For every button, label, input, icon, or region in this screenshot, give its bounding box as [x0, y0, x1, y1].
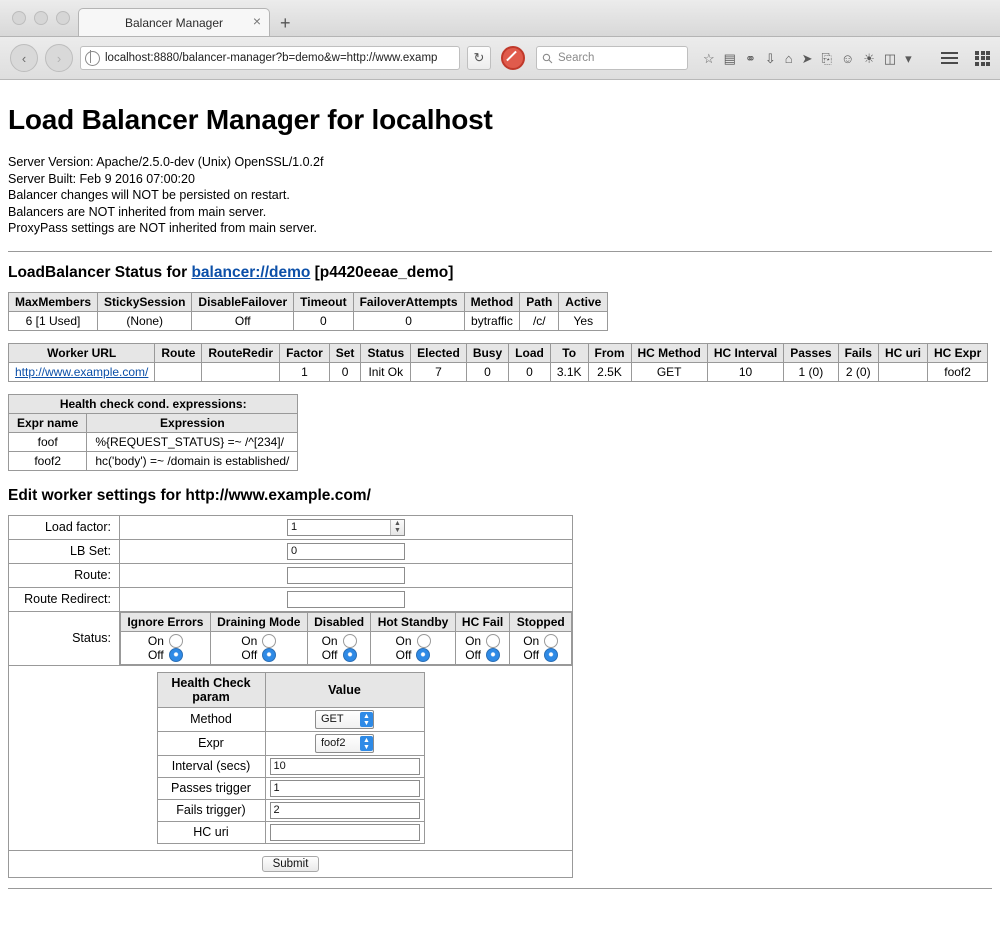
- search-placeholder: Search: [558, 52, 595, 64]
- healthcheck-param-table: [157, 672, 425, 844]
- draining-mode-off-radio[interactable]: [262, 648, 276, 662]
- th-hc-value: Value: [265, 672, 424, 707]
- td-busy: 0: [466, 362, 508, 381]
- radio-row-on: [377, 634, 448, 648]
- label-load-factor: Load factor:: [9, 515, 120, 539]
- hot-standby-off-radio[interactable]: [416, 648, 430, 662]
- hc-interval-input[interactable]: [270, 758, 420, 775]
- send-icon[interactable]: ➤: [801, 50, 813, 66]
- balancer-heading-prefix: LoadBalancer Status for: [8, 263, 192, 281]
- stopped-off-radio[interactable]: [544, 648, 558, 662]
- form-row-lb-set: [9, 539, 573, 563]
- th-routeredir: RouteRedir: [202, 343, 280, 362]
- hc-fail-off-label: Off: [465, 647, 481, 662]
- th-active: Active: [559, 292, 608, 311]
- th-elected: Elected: [411, 343, 467, 362]
- cell-status-table: [120, 611, 573, 665]
- hc-expr-select[interactable]: [315, 734, 374, 753]
- maximize-window-button[interactable]: [56, 11, 70, 25]
- hc-param-expr-cell: [265, 731, 424, 755]
- balancer-heading-suffix: [p4420eeae_demo]: [310, 263, 454, 281]
- th-factor: Factor: [280, 343, 330, 362]
- cell-hot-standby-radios: [371, 631, 455, 664]
- hc-param-method-label: Method: [157, 707, 265, 731]
- hc-param-passes-label: Passes trigger: [157, 777, 265, 799]
- form-row-load-factor: [9, 515, 573, 539]
- hc-uri-input[interactable]: [270, 824, 420, 841]
- cell-disabled-radios: [307, 631, 371, 664]
- table-row: [157, 731, 424, 755]
- hc-fail-off-radio[interactable]: [486, 648, 500, 662]
- cell-route-input: [120, 563, 573, 587]
- radio-row-off: [377, 648, 448, 662]
- new-tab-button[interactable]: +: [280, 13, 291, 33]
- table-row: [157, 821, 424, 843]
- th-hc-fail: HC Fail: [455, 612, 510, 631]
- form-row-healthcheck-params: [9, 665, 573, 850]
- th-stickysession: StickySession: [98, 292, 192, 311]
- td-expr-name-foof2: foof2: [9, 451, 87, 470]
- balancer-link[interactable]: balancer://demo: [191, 263, 311, 281]
- ignore-errors-off-label: Off: [147, 647, 164, 662]
- draining-mode-on-label: On: [241, 633, 258, 648]
- hot-standby-on-radio[interactable]: [417, 634, 431, 648]
- search-bar[interactable]: [536, 46, 688, 70]
- form-row-submit: [9, 850, 573, 877]
- tab-strip: [78, 0, 291, 36]
- tab-balancer-manager[interactable]: [78, 8, 270, 36]
- reload-button[interactable]: ↻: [467, 46, 491, 70]
- td-failoverattempts: 0: [353, 311, 464, 330]
- server-version: Server Version: Apache/2.5.0-dev (Unix) OpenSSL/1.0.2f: [8, 155, 324, 169]
- td-hc-method: GET: [631, 362, 707, 381]
- td-to: 3.1K: [550, 362, 588, 381]
- hc-expr-value: foof2: [321, 737, 346, 749]
- browser-chrome: [0, 0, 1000, 80]
- td-hc-interval: 10: [707, 362, 783, 381]
- label-route-redirect: Route Redirect:: [9, 587, 120, 611]
- radio-row-on: [314, 634, 365, 648]
- draining-mode-off-label: Off: [241, 647, 258, 662]
- th-set: Set: [329, 343, 361, 362]
- cell-lb-set-input: [120, 539, 573, 563]
- divider-bottom: [8, 888, 992, 889]
- minimize-window-button[interactable]: [34, 11, 48, 25]
- table-row: [157, 707, 424, 731]
- chevron-down-icon[interactable]: ▾: [905, 50, 912, 66]
- td-timeout: 0: [294, 311, 353, 330]
- browser-titlebar: [0, 0, 1000, 37]
- table-row: [121, 631, 572, 664]
- td-status: Init Ok: [361, 362, 411, 381]
- th-disabled: Disabled: [307, 612, 371, 631]
- cell-submit: [9, 850, 573, 877]
- server-info: [8, 154, 992, 237]
- route-redirect-input[interactable]: [287, 591, 405, 608]
- tab-title: Balancer Manager: [124, 15, 224, 30]
- th-busy: Busy: [466, 343, 508, 362]
- td-stickysession: (None): [98, 311, 192, 330]
- hc-method-select[interactable]: [315, 710, 374, 729]
- th-draining-mode: Draining Mode: [210, 612, 307, 631]
- th-fails: Fails: [838, 343, 878, 362]
- hc-passes-input[interactable]: [270, 780, 420, 797]
- hot-standby-off-label: Off: [395, 647, 412, 662]
- close-tab-icon[interactable]: ×: [252, 13, 261, 29]
- table-row: [157, 799, 424, 821]
- ignore-errors-off-radio[interactable]: [169, 648, 183, 662]
- hc-param-method-cell: [265, 707, 424, 731]
- disabled-off-radio[interactable]: [343, 648, 357, 662]
- server-built: Server Built: Feb 9 2016 07:00:20: [8, 171, 195, 186]
- radio-row-off: [127, 648, 204, 662]
- page-content: [0, 80, 1000, 889]
- back-button[interactable]: ‹: [10, 44, 38, 72]
- hc-param-uri-cell: [265, 821, 424, 843]
- table-caption-row: [9, 394, 298, 413]
- balancer-status-heading: [8, 264, 992, 282]
- td-expr-name-foof: foof: [9, 432, 87, 451]
- hc-fail-on-radio[interactable]: [486, 634, 500, 648]
- radio-row-off: [462, 648, 504, 662]
- hc-fail-on-label: On: [465, 633, 482, 648]
- td-passes: 1 (0): [784, 362, 838, 381]
- table-header-row: [9, 292, 608, 311]
- th-route: Route: [155, 343, 202, 362]
- label-status: Status:: [9, 611, 120, 665]
- worker-url-link[interactable]: http://www.example.com/: [15, 364, 149, 379]
- th-passes: Passes: [784, 343, 838, 362]
- form-row-status: [9, 611, 573, 665]
- td-path: /c/: [520, 311, 559, 330]
- table-header-row: [9, 413, 298, 432]
- radio-row-off: [217, 648, 301, 662]
- hc-method-value: GET: [321, 713, 344, 725]
- browser-navbar: [0, 37, 1000, 79]
- th-hc-method: HC Method: [631, 343, 707, 362]
- chevron-updown-icon: ▲ ▼: [360, 736, 373, 751]
- home-icon[interactable]: ⌂: [784, 50, 793, 66]
- spinner-arrows-icon[interactable]: ▲ ▼: [390, 520, 404, 535]
- ignore-errors-on-label: On: [147, 633, 164, 648]
- palette-icon[interactable]: ☀: [863, 50, 875, 66]
- hc-param-interval-label: Interval (secs): [157, 755, 265, 777]
- th-status: Status: [361, 343, 411, 362]
- cell-load-factor-input: [120, 515, 573, 539]
- disabled-on-label: On: [321, 633, 338, 648]
- th-disablefailover: DisableFailover: [192, 292, 294, 311]
- th-hot-standby: Hot Standby: [371, 612, 455, 631]
- td-active: Yes: [559, 311, 608, 330]
- stopped-on-label: On: [523, 633, 540, 648]
- load-factor-input[interactable]: [287, 519, 405, 536]
- radio-row-off: [516, 648, 565, 662]
- url-text: localhost:8880/balancer-manager?b=demo&w=http://www.examp: [105, 52, 438, 64]
- window-controls[interactable]: [12, 11, 70, 25]
- th-timeout: Timeout: [294, 292, 353, 311]
- form-row-route-redirect: [9, 587, 573, 611]
- hc-param-passes-cell: [265, 777, 424, 799]
- cell-hc-fail-radios: [455, 631, 510, 664]
- cell-stopped-radios: [510, 631, 572, 664]
- worker-settings-form: [8, 515, 573, 878]
- hc-param-fails-label: Fails trigger): [157, 799, 265, 821]
- form-row-route: [9, 563, 573, 587]
- download-icon[interactable]: ⇩: [764, 50, 776, 66]
- block-icon[interactable]: [501, 46, 525, 70]
- th-worker-url: Worker URL: [9, 343, 155, 362]
- healthcheck-expression-table: [8, 394, 298, 471]
- label-lb-set: LB Set:: [9, 539, 120, 563]
- th-maxmembers: MaxMembers: [9, 292, 98, 311]
- td-load: 0: [509, 362, 551, 381]
- submit-button[interactable]: Submit: [262, 856, 320, 872]
- table-header-row: [9, 343, 988, 362]
- td-hc-uri: [878, 362, 927, 381]
- table-row: [9, 451, 298, 470]
- cell-draining-mode-radios: [210, 631, 307, 664]
- td-expression-foof: %{REQUEST_STATUS} =~ /^[234]/: [87, 432, 298, 451]
- table-header-row: [121, 612, 572, 631]
- draining-mode-on-radio[interactable]: [262, 634, 276, 648]
- cell-route-redirect-input: [120, 587, 573, 611]
- lb-set-input[interactable]: [287, 543, 405, 560]
- status-toggle-table: [120, 612, 572, 665]
- td-expression-foof2: hc('body') =~ /domain is established/: [87, 451, 298, 470]
- disabled-on-radio[interactable]: [343, 634, 357, 648]
- forward-button[interactable]: ›: [45, 44, 73, 72]
- radio-row-on: [217, 634, 301, 648]
- hc-param-uri-label: HC uri: [157, 821, 265, 843]
- table-row: [157, 755, 424, 777]
- th-expr-name: Expr name: [9, 413, 87, 432]
- disabled-off-label: Off: [321, 647, 338, 662]
- th-to: To: [550, 343, 588, 362]
- th-failoverattempts: FailoverAttempts: [353, 292, 464, 311]
- toolbar-icons: [703, 52, 912, 65]
- pocket-icon[interactable]: ⎘: [821, 50, 832, 66]
- persist-note: Balancer changes will NOT be persisted on restart.: [8, 188, 290, 202]
- radio-row-on: [127, 634, 204, 648]
- th-load: Load: [509, 343, 551, 362]
- reader-icon[interactable]: ◫: [883, 50, 897, 66]
- th-hc-interval: HC Interval: [707, 343, 783, 362]
- page-title: Load Balancer Manager for localhost: [8, 104, 493, 135]
- th-path: Path: [520, 292, 559, 311]
- td-set: 0: [329, 362, 361, 381]
- stopped-on-radio[interactable]: [544, 634, 558, 648]
- search-icon: [542, 53, 553, 64]
- hc-param-interval-cell: [265, 755, 424, 777]
- menu-icon[interactable]: [941, 52, 958, 64]
- radio-row-on: [462, 634, 504, 648]
- td-worker-url[interactable]: [9, 362, 155, 381]
- th-stopped: Stopped: [510, 612, 572, 631]
- label-route: Route:: [9, 563, 120, 587]
- proxypass-note: ProxyPass settings are NOT inherited from main server.: [8, 221, 317, 235]
- cell-healthcheck-params: [9, 665, 573, 850]
- chevron-updown-icon: ▲ ▼: [360, 712, 373, 727]
- th-expression: Expression: [87, 413, 298, 432]
- balancer-table: [8, 292, 608, 331]
- worker-table: [8, 343, 988, 382]
- th-hc-param: Health Check param: [157, 672, 265, 707]
- td-factor: 1: [280, 362, 330, 381]
- table-row: [157, 777, 424, 799]
- th-ignore-errors: Ignore Errors: [121, 612, 211, 631]
- td-from: 2.5K: [588, 362, 631, 381]
- star-icon[interactable]: ☆: [703, 50, 715, 66]
- shield-icon[interactable]: ⚭: [744, 50, 756, 66]
- td-routeredir: [202, 362, 280, 381]
- td-elected: 7: [411, 362, 467, 381]
- stopped-off-label: Off: [523, 647, 540, 662]
- hc-param-fails-cell: [265, 799, 424, 821]
- hc-param-expr-label: Expr: [157, 731, 265, 755]
- th-from: From: [588, 343, 631, 362]
- edit-worker-heading: Edit worker settings for http://www.example.com/: [8, 486, 371, 504]
- td-maxmembers: 6 [1 Used]: [9, 311, 98, 330]
- close-window-button[interactable]: [12, 11, 26, 25]
- radio-row-on: [516, 634, 565, 648]
- load-factor-spinner[interactable]: [287, 519, 405, 536]
- ignore-errors-on-radio[interactable]: [169, 634, 183, 648]
- th-hc-uri: HC uri: [878, 343, 927, 362]
- library-icon[interactable]: ▤: [723, 50, 736, 66]
- table-header-row: [157, 672, 424, 707]
- table-row: [9, 362, 988, 381]
- hot-standby-on-label: On: [395, 633, 412, 648]
- address-bar[interactable]: [80, 46, 460, 70]
- inherit-note: Balancers are NOT inherited from main server.: [8, 204, 267, 219]
- table-row: [9, 432, 298, 451]
- route-input[interactable]: [287, 567, 405, 584]
- divider-top: [8, 251, 992, 252]
- th-method: Method: [464, 292, 520, 311]
- globe-icon: [85, 51, 100, 66]
- cell-ignore-errors-radios: [121, 631, 211, 664]
- td-fails: 2 (0): [838, 362, 878, 381]
- hc-expr-caption: Health check cond. expressions:: [9, 394, 298, 413]
- td-method: bytraffic: [464, 311, 520, 330]
- td-hc-expr: foof2: [927, 362, 987, 381]
- td-disablefailover: Off: [192, 311, 294, 330]
- apps-grid-icon[interactable]: [975, 51, 990, 66]
- hc-fails-input[interactable]: [270, 802, 420, 819]
- th-hc-expr: HC Expr: [927, 343, 987, 362]
- table-row: [9, 311, 608, 330]
- smiley-icon[interactable]: ☺: [840, 50, 855, 66]
- radio-row-off: [314, 648, 365, 662]
- td-route: [155, 362, 202, 381]
